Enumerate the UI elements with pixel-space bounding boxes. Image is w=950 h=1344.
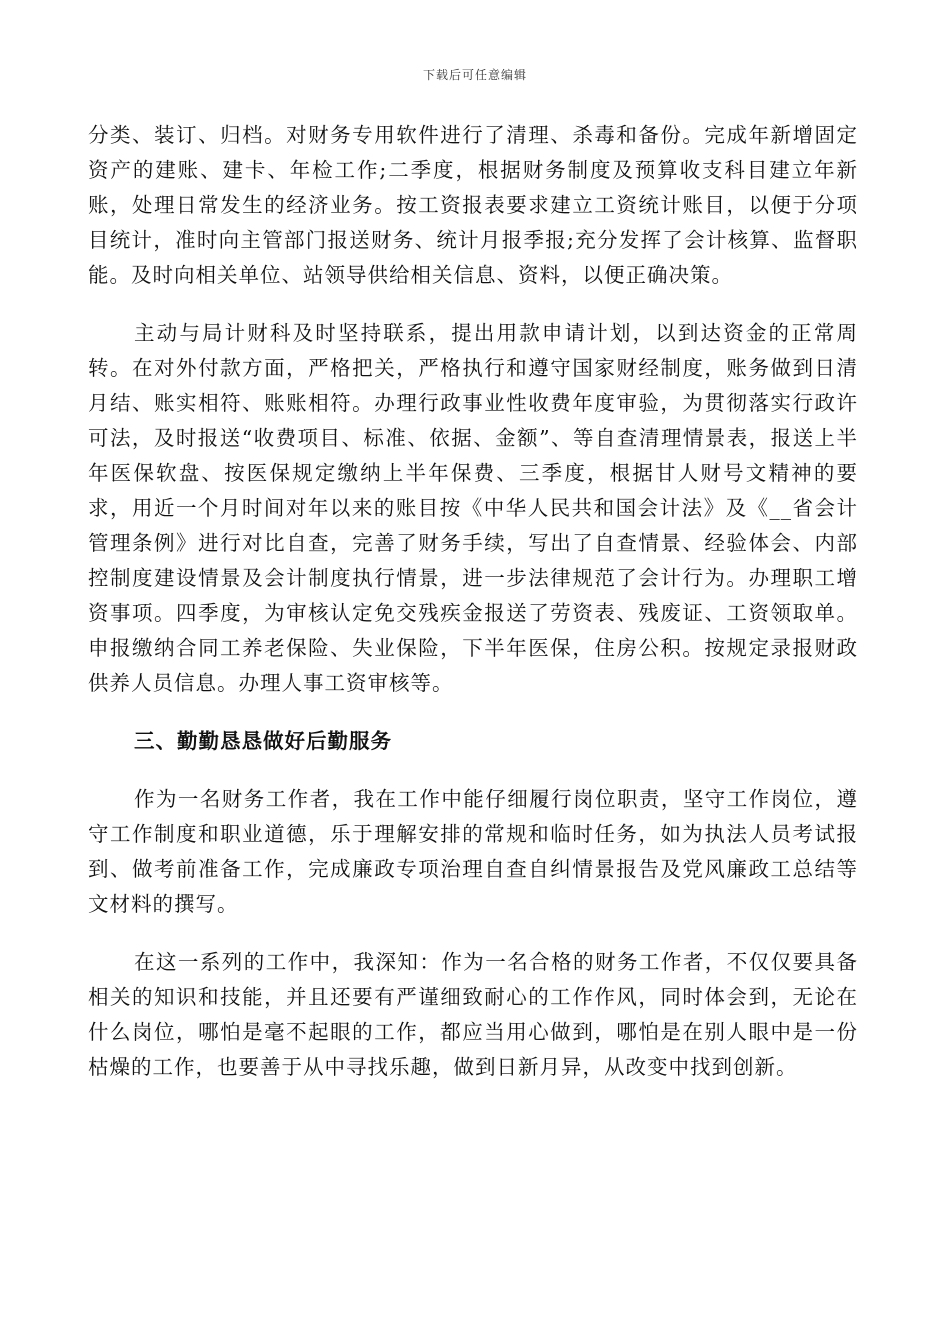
paragraph-logistics-service: 作为一名财务工作者，我在工作中能仔细履行岗位职责，坚守工作岗位，遵守工作制度和职业道德，乐于理解安排的常规和临时任务，如为执法人员考试报到、做考前准备工作，完成廉政专项治理自查自纠情景报告及党风廉政工总结等文材料的撰写。 [88,787,858,916]
paragraph-gap [88,759,858,782]
paragraph-reflection: 在这一系列的工作中，我深知：作为一名合格的财务工作者，不仅仅要具备相关的知识和技能，并且还要有严谨细致耐心的工作作风，同时体会到，无论在什么岗位，哪怕是毫不起眼的工作，都应当用心做到，哪怕是在别人眼中是一份枯燥的工作，也要善于从中寻找乐趣，做到日新月异，从改变中找到创新。 [88,950,858,1079]
page-header: 下载后可任意编辑 [422,68,527,82]
paragraph-finance-liaison: 主动与局计财科及时坚持联系，提出用款申请计划，以到达资金的正常周转。在对外付款方面，严格把关，严格执行和遵守国家财经制度，账务做到日清月结、账实相符、账账相符。办理行政事业性收费年度审验，为贯彻落实行政许可法，及时报送“收费项目、标准、依据、金额”、等自查清理情景表，报送上半年医保软盘、按医保规定缴纳上半年保费、三季度，根据甘人财号文精神的要求，用近一个月时间对年以来的账目按《中华人民共和国会计法》及《__省会计管理条例》进行对比自查，完善了财务手续，写出了自查情景、经验体会、内部控制度建设情景及会计制度执行情景，进一步法律规范了会计行为。办理职工增资事项。四季度，为审核认定免交残疾金报送了劳资表、残废证、工资领取单。申报缴纳合同工养老保险、失业保险，下半年医保，住房公积。按规定录报财政供养人员信息。办理人事工资审核等。 [88,321,858,695]
paragraph-gap [88,701,858,724]
paragraph-gap [88,922,858,945]
section-heading-3: 三、勤勤恳恳做好后勤服务 [134,729,392,753]
paragraph-gap [88,293,858,316]
document-body [88,118,858,1085]
paragraph-continuation: 分类、装订、归档。对财务专用软件进行了清理、杀毒和备份。完成年新增固定资产的建账、建卡、年检工作;二季度，根据财务制度及预算收支科目建立年新账，处理日常发生的经济业务。按工资报表要求建立工资统计账目，以便于分项目统计，准时向主管部门报送财务、统计月报季报;充分发挥了会计核算、监督职能。及时向相关单位、站领导供给相关信息、资料，以便正确决策。 [88,123,858,287]
